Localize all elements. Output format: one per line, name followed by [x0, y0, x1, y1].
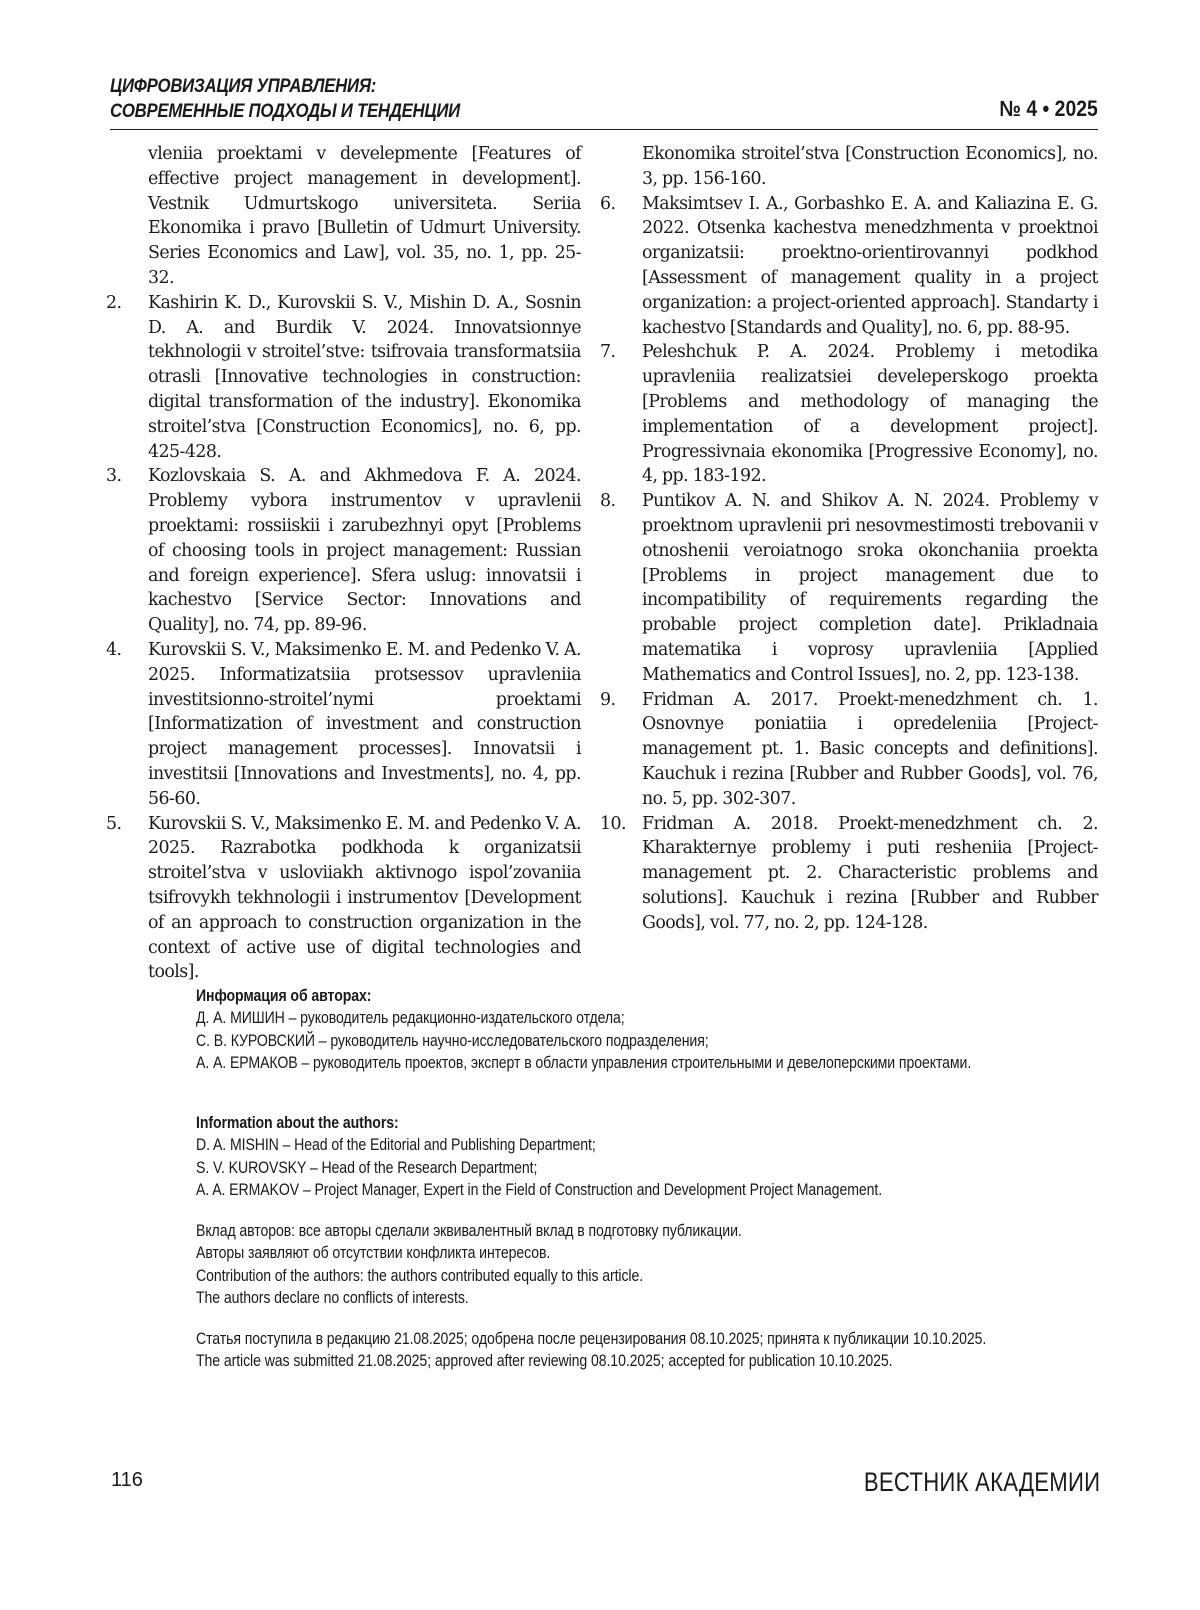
authors-info-en — [196, 1112, 941, 1201]
dates-ru: Статья поступила в редакцию 21.08.2025; одобрена после рецензирования 08.10.2025; принята к публикации 10.10.2025. — [196, 1330, 987, 1348]
reference-number: 10. — [600, 813, 627, 834]
author-line: A. A. ERMAKOV – Project Manager, Expert in the Field of Construction and Development Project Management. — [196, 1180, 883, 1199]
journal-section-title — [110, 74, 460, 124]
header-divider — [110, 129, 1098, 130]
reference-number: 9. — [600, 689, 616, 710]
contribution-line: Contribution of the authors: the authors contributed equally to this article. — [196, 1266, 644, 1285]
authors-info-en-heading: Information about the authors: — [196, 1114, 399, 1132]
reference-text: Peleshchuk P. A. 2024. Problemy i metodika upravleniia realizatsiei develeperskogo proekta [Problems and methodology of managing the implementation of a development project]. Progressivnaia ekonomika [Progressive Economy], no. 4, pp. 183-192. — [642, 342, 1098, 487]
author-line: А. А. ЕРМАКОВ – руководитель проектов, эксперт в области управления строительными и девелоперскими проектами. — [196, 1053, 972, 1072]
authors-info-ru-heading: Информация об авторах: — [196, 987, 372, 1005]
contribution-line: Авторы заявляют об отсутствии конфликта интересов. — [196, 1244, 551, 1263]
reference-number: 6. — [600, 193, 616, 214]
reference-number: 2. — [106, 292, 122, 313]
page-number: 116 — [111, 1469, 143, 1491]
reference-item — [600, 192, 1098, 341]
reference-text: Kozlovskaia S. A. and Akhmedova F. A. 2024. Problemy vybora instrumentov v upravlenii proektami: rossiiskii i zarubezhnyi opyt [Problems of choosing tools in project management: Russian and foreign experience]. Sfera uslug: innovatsii i kachestvo [Service Sector: Innovations and Quality], no. 74, pp. 89-96. — [148, 466, 581, 636]
reference-item — [106, 812, 581, 986]
reference-text: Fridman A. 2018. Proekt-menedzhment ch. 2. Kharakternye problemy i puti resheniia [Project-management pt. 2. Characteristic problems and solutions]. Kauchuk i rezina [Rubber and Rubber Goods], vol. 77, no. 2, pp. 124-128. — [642, 813, 1098, 933]
issue-number: № 4 • 2025 — [999, 96, 1098, 121]
reference-text: Kurovskii S. V., Maksimenko E. M. and Pedenko V. A. 2025. Razrabotka podkhoda k organizatsii stroitel’stva v usloviiakh aktivnogo ispol’zovaniia tsifrovykh tekhnologii i instrumentov [Development of an approach to construction organization in the context of active use of digital technologies and tools]. — [148, 813, 581, 983]
reference-text: Puntikov A. N. and Shikov A. N. 2024. Problemy v proektnom upravlenii pri nesovmestimosti trebovanii v otnoshenii veroiatnogo sroka okonchaniia proekta [Problems in project management due to incompatibility of requirements regarding the probable project completion date]. Prikladnaia matematika i voprosy upravleniia [Applied Mathematics and Control Issues], no. 2, pp. 123-138. — [642, 491, 1098, 685]
reference-number: 5. — [106, 813, 122, 834]
reference-item — [600, 812, 1098, 936]
reference-number: 8. — [600, 491, 616, 512]
reference-1-continuation: vleniia proektami v develepmente [Features of effective project management in development]. Vestnik Udmurtskogo universiteta. Seriia Ekonomika i pravo [Bulletin of Udmurt University. Series Economics and Law], vol. 35, no. 1, pp. 25-32. — [148, 144, 581, 288]
reference-number: 4. — [106, 639, 122, 660]
reference-text: Kurovskii S. V., Maksimenko E. M. and Pedenko V. A. 2025. Informatizatsiia protsessov upravleniia investitsionno-stroitel’nymi proektami [Informatization of investment and construction project management processes]. Innovatsii i investitsii [Innovations and Investments], no. 4, pp. 56-60. — [148, 639, 581, 809]
references-column-left — [106, 142, 581, 985]
reference-item — [106, 291, 581, 465]
reference-text: Maksimtsev I. A., Gorbashko E. A. and Kaliazina E. G. 2022. Otsenka kachestva menedzhmenta v proektnoi organizatsii: proektno-orientirovannyi podkhod [Assessment of management quality in a project organization: a project-oriented approach]. Standarty i kachestvo [Standards and Quality], no. 6, pp. 88-95. — [642, 193, 1098, 338]
reference-item — [600, 688, 1098, 812]
contribution-line: Вклад авторов: все авторы сделали эквивалентный вклад в подготовку публикации. — [196, 1222, 742, 1240]
contribution-block — [196, 1220, 941, 1309]
journal-title-line-2: СОВРЕМЕННЫЕ ПОДХОДЫ И ТЕНДЕНЦИИ — [110, 100, 460, 122]
journal-name: ВЕСТНИК АКАДЕМИИ — [863, 1467, 1100, 1497]
references-column-right — [600, 142, 1098, 936]
author-line: С. В. КУРОВСКИЙ – руководитель научно-исследовательского подразделения; — [196, 1031, 709, 1050]
reference-number: 3. — [106, 466, 122, 487]
authors-info-ru — [196, 985, 972, 1074]
reference-item — [106, 464, 581, 638]
reference-item — [600, 489, 1098, 687]
author-line: S. V. KUROVSKY – Head of the Research Department; — [196, 1158, 538, 1177]
reference-5-continuation: Ekonomika stroitel’stva [Construction Economics], no. 3, pp. 156-160. — [642, 144, 1098, 189]
author-line: D. A. MISHIN – Head of the Editorial and Publishing Department; — [196, 1136, 596, 1155]
reference-number: 7. — [600, 342, 616, 363]
author-line: Д. А. МИШИН – руководитель редакционно-издательского отдела; — [196, 1009, 625, 1028]
submission-dates — [196, 1328, 987, 1373]
contribution-line: The authors declare no conflicts of interests. — [196, 1288, 469, 1307]
dates-en: The article was submitted 21.08.2025; approved after reviewing 08.10.2025; accepted for publication 10.10.2025. — [196, 1352, 893, 1371]
reference-text: Fridman A. 2017. Proekt-menedzhment ch. 1. Osnovnye poniatiia i opredeleniia [Project-management pt. 1. Basic concepts and definitions]. Kauchuk i rezina [Rubber and Rubber Goods], vol. 76, no. 5, pp. 302-307. — [642, 689, 1098, 809]
journal-title-line-1: ЦИФРОВИЗАЦИЯ УПРАВЛЕНИЯ: — [110, 75, 377, 97]
reference-item — [600, 340, 1098, 489]
reference-item — [106, 638, 581, 812]
reference-text: Kashirin K. D., Kurovskii S. V., Mishin D. A., Sosnin D. A. and Burdik V. 2024. Innovatsionnye tekhnologii v stroitel’stve: tsifrovaia transformatsiia otrasli [Innovative technologies in construction: digital transformation of the industry]. Ekonomika stroitel’stva [Construction Economics], no. 6, pp. 425-428. — [148, 292, 581, 462]
